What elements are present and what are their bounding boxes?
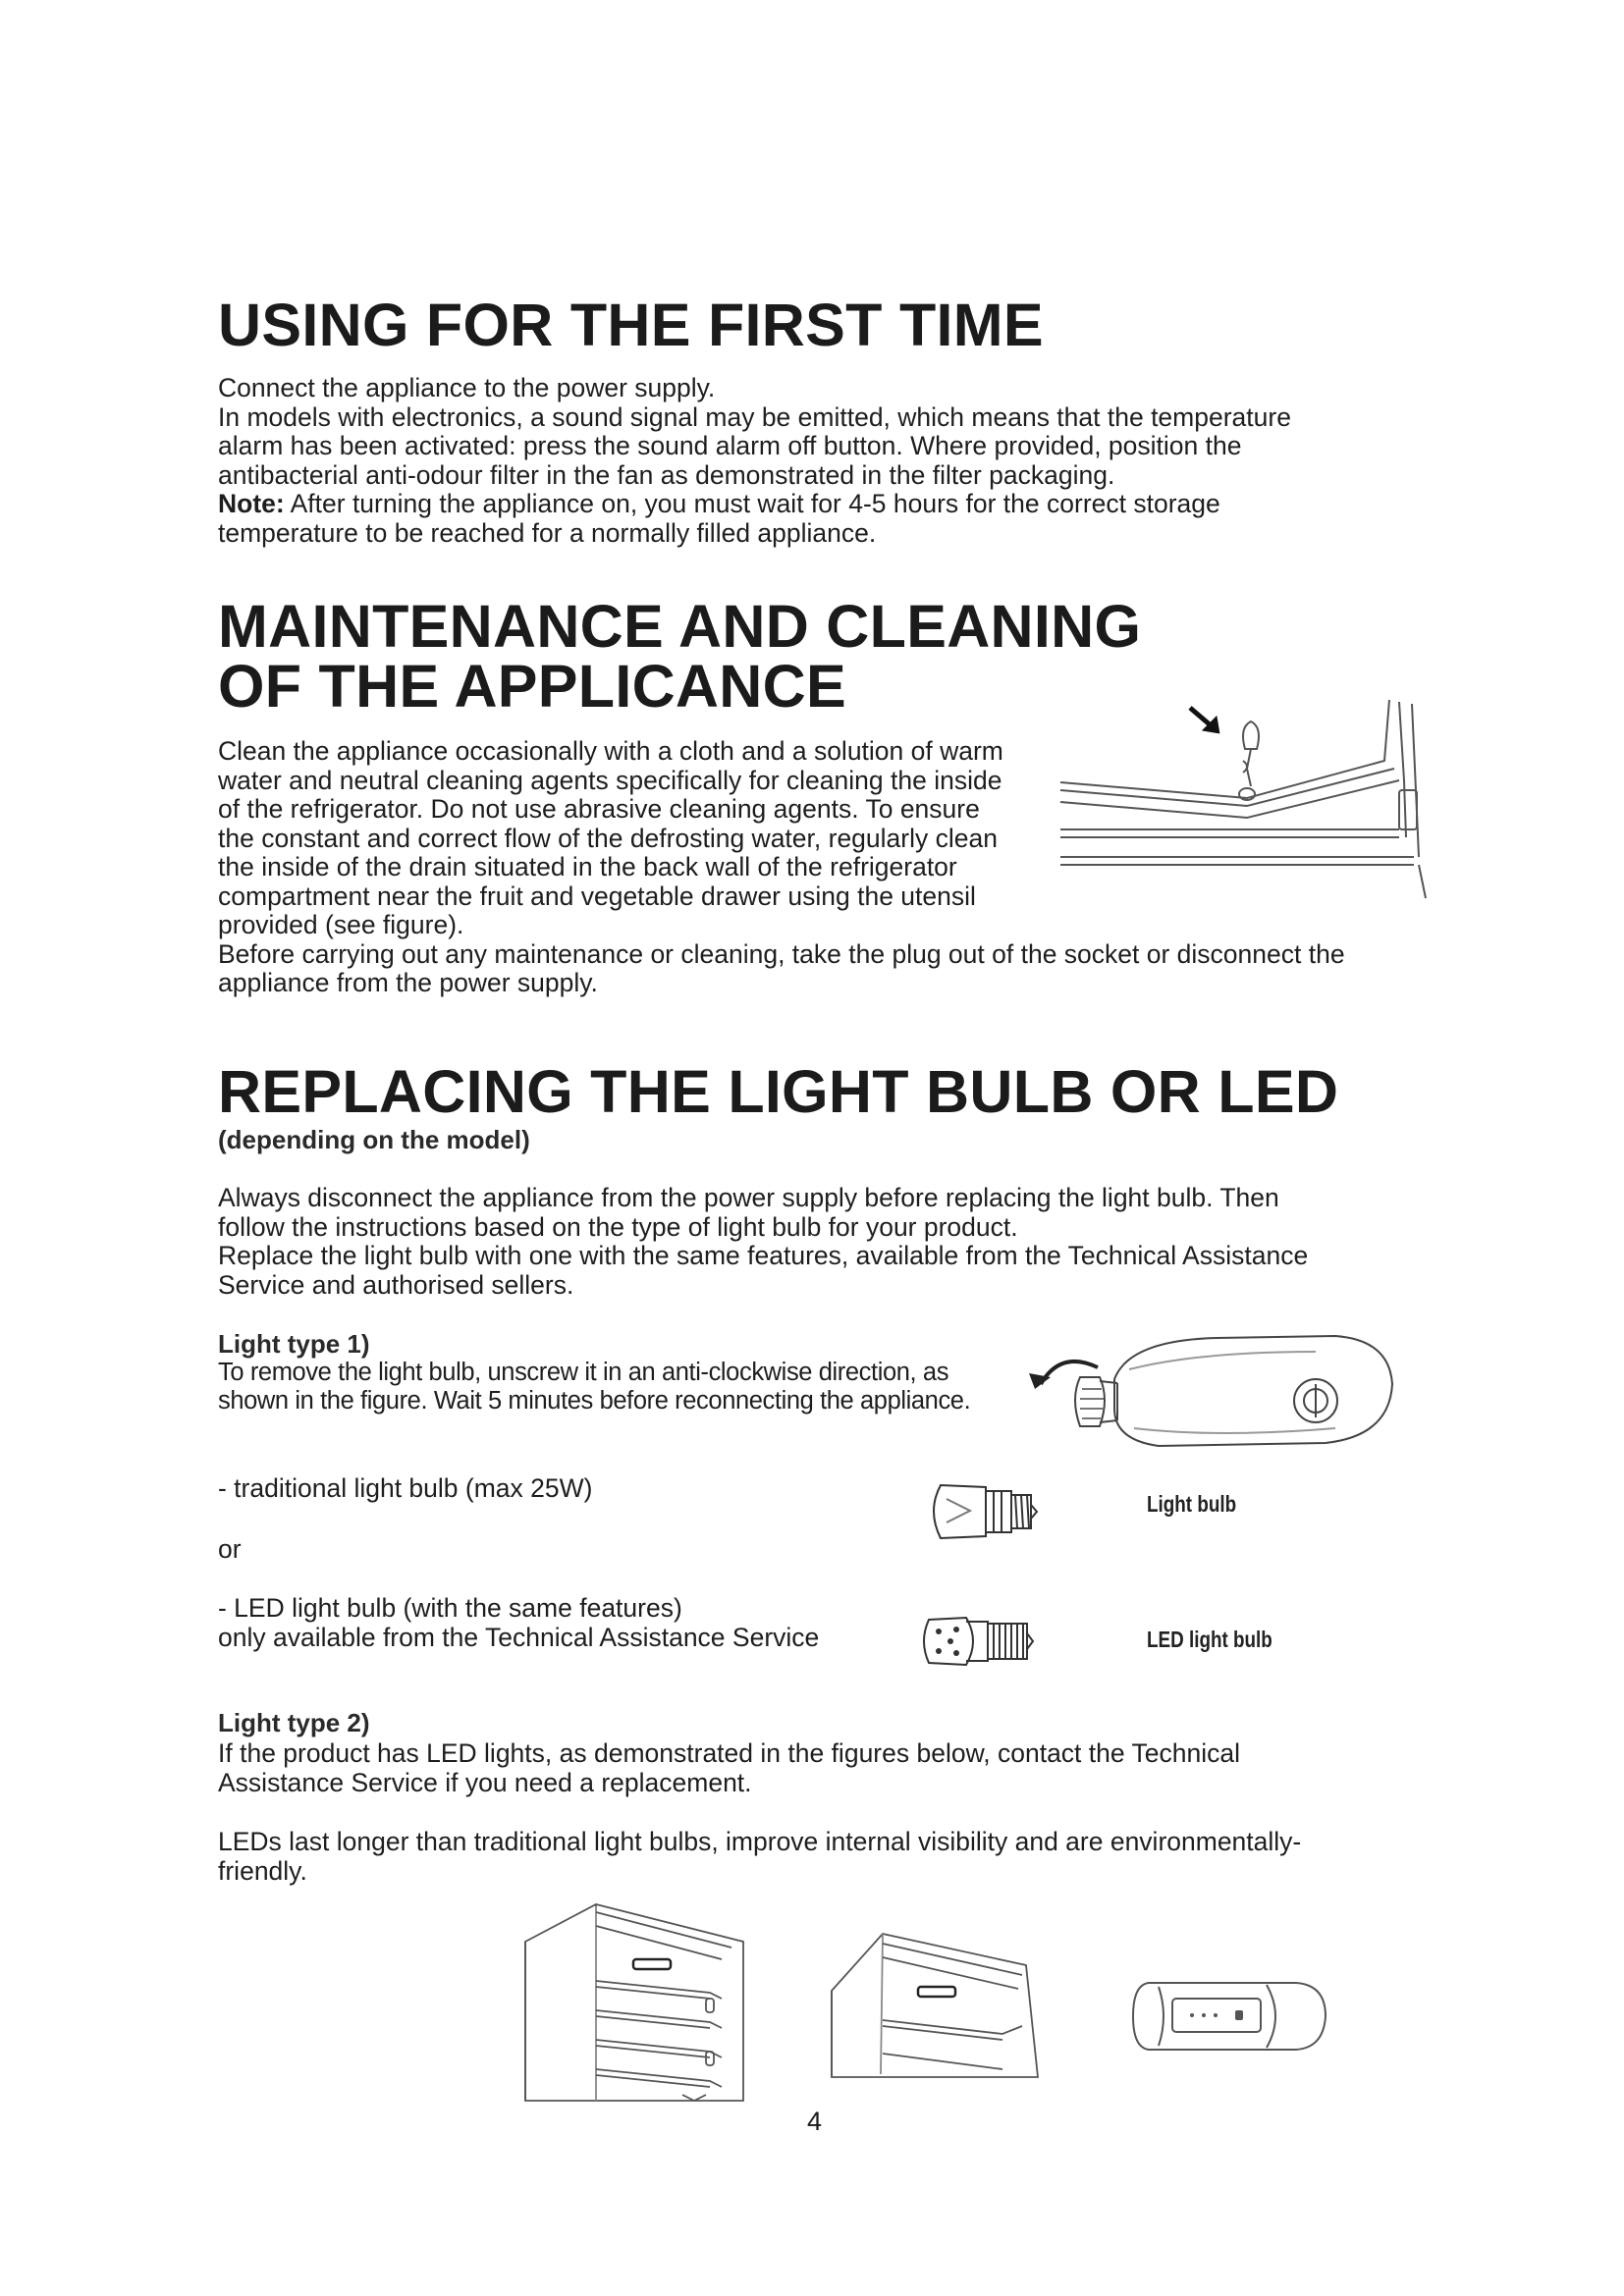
drain-cleaning-figure <box>1060 692 1429 903</box>
light-intro <box>218 1184 1308 1300</box>
label-led-bulb: LED light bulb <box>1147 1627 1272 1652</box>
light-type1-body <box>218 1359 970 1415</box>
text-line: shown in the figure. Wait 5 minutes before reconnecting the appliance. <box>218 1387 971 1415</box>
text-line: LEDs last longer than traditional light bulbs, improve internal visibility and are environmentally- <box>218 1827 1302 1856</box>
or-text: or <box>218 1534 242 1564</box>
fridge-led-figure-1 <box>525 1904 746 2106</box>
heading-maintenance-line2: OF THE APPLICANCE <box>218 653 846 720</box>
text-line: only available from the Technical Assistance Service <box>218 1622 820 1652</box>
text-line: friendly. <box>218 1855 307 1886</box>
text-line: of the refrigerator. Do not use abrasive cleaning agents. To ensure <box>218 794 980 824</box>
text-line: compartment near the fruit and vegetable drawer using the utensil <box>218 881 976 911</box>
light-bulb-icon <box>927 1477 1069 1546</box>
text-line: alarm has been activated: press the sound alarm off button. Where provided, position the <box>218 431 1242 460</box>
label-light-bulb: Light bulb <box>1147 1491 1237 1517</box>
text-line: Clean the appliance occasionally with a cloth and a solution of warm <box>218 736 1003 766</box>
led-module-figure <box>1129 1977 1327 2054</box>
light-type1-title: Light type 1) <box>218 1329 370 1359</box>
light-type2-title: Light type 2) <box>218 1708 370 1737</box>
text-line: Before carrying out any maintenance or cleaning, take the plug out of the socket or disconnect the <box>218 938 1345 969</box>
note-line <box>218 490 1291 519</box>
text-line: To remove the light bulb, unscrew it in an anti-clockwise direction, as <box>218 1359 949 1386</box>
text-line: antibacterial anti-odour filter in the fan as demonstrated in the filter packaging. <box>218 459 1115 490</box>
text-line: Service and authorised sellers. <box>218 1269 574 1300</box>
text-line: - LED light bulb (with the same features) <box>218 1593 682 1623</box>
led-bulb-icon <box>919 1608 1066 1675</box>
led-bulb-text <box>218 1594 819 1652</box>
page-number: 4 <box>807 2107 823 2136</box>
text-line: water and neutral cleaning agents specifically for cleaning the inside <box>218 765 1002 795</box>
text-line: provided (see figure). <box>218 910 464 939</box>
light-unscrew-figure <box>1021 1330 1394 1453</box>
text-line: the constant and correct flow of the defrosting water, regularly clean <box>218 823 998 853</box>
led-info-body <box>218 1828 1301 1886</box>
first-time-body <box>218 374 1291 548</box>
text-line: appliance from the power supply. <box>218 968 598 997</box>
note-text: After turning the appliance on, you must wait for 4-5 hours for the correct storage <box>284 489 1220 518</box>
heading-light-subtitle: (depending on the model) <box>218 1125 530 1154</box>
note-label: Note: <box>218 489 285 518</box>
traditional-bulb-text: - traditional light bulb (max 25W) <box>218 1473 593 1503</box>
heading-first-time: USING FOR THE FIRST TIME <box>218 292 1044 358</box>
text-line: the inside of the drain situated in the back wall of the refrigerator <box>218 852 957 881</box>
text-line: Assistance Service if you need a replacement. <box>218 1767 752 1797</box>
text-line: follow the instructions based on the type of light bulb for your product. <box>218 1211 1018 1242</box>
text-line: Replace the light bulb with one with the same features, available from the Technical Assistance <box>218 1241 1309 1270</box>
text-line: If the product has LED lights, as demonstrated in the figures below, contact the Technical <box>218 1738 1240 1768</box>
text-line: temperature to be reached for a normally filled appliance. <box>218 517 877 548</box>
heading-maintenance-line1: MAINTENANCE AND CLEANING <box>218 593 1142 660</box>
heading-light-bulb: REPLACING THE LIGHT BULB OR LED <box>218 1058 1339 1125</box>
text-line: Connect the appliance to the power supply. <box>218 373 716 402</box>
light-type2-body <box>218 1739 1240 1797</box>
text-line: In models with electronics, a sound signal may be emitted, which means that the temperature <box>218 401 1291 432</box>
text-line: Always disconnect the appliance from the power supply before replacing the light bulb. Then <box>218 1183 1279 1212</box>
fridge-led-figure-2 <box>830 1932 1041 2079</box>
